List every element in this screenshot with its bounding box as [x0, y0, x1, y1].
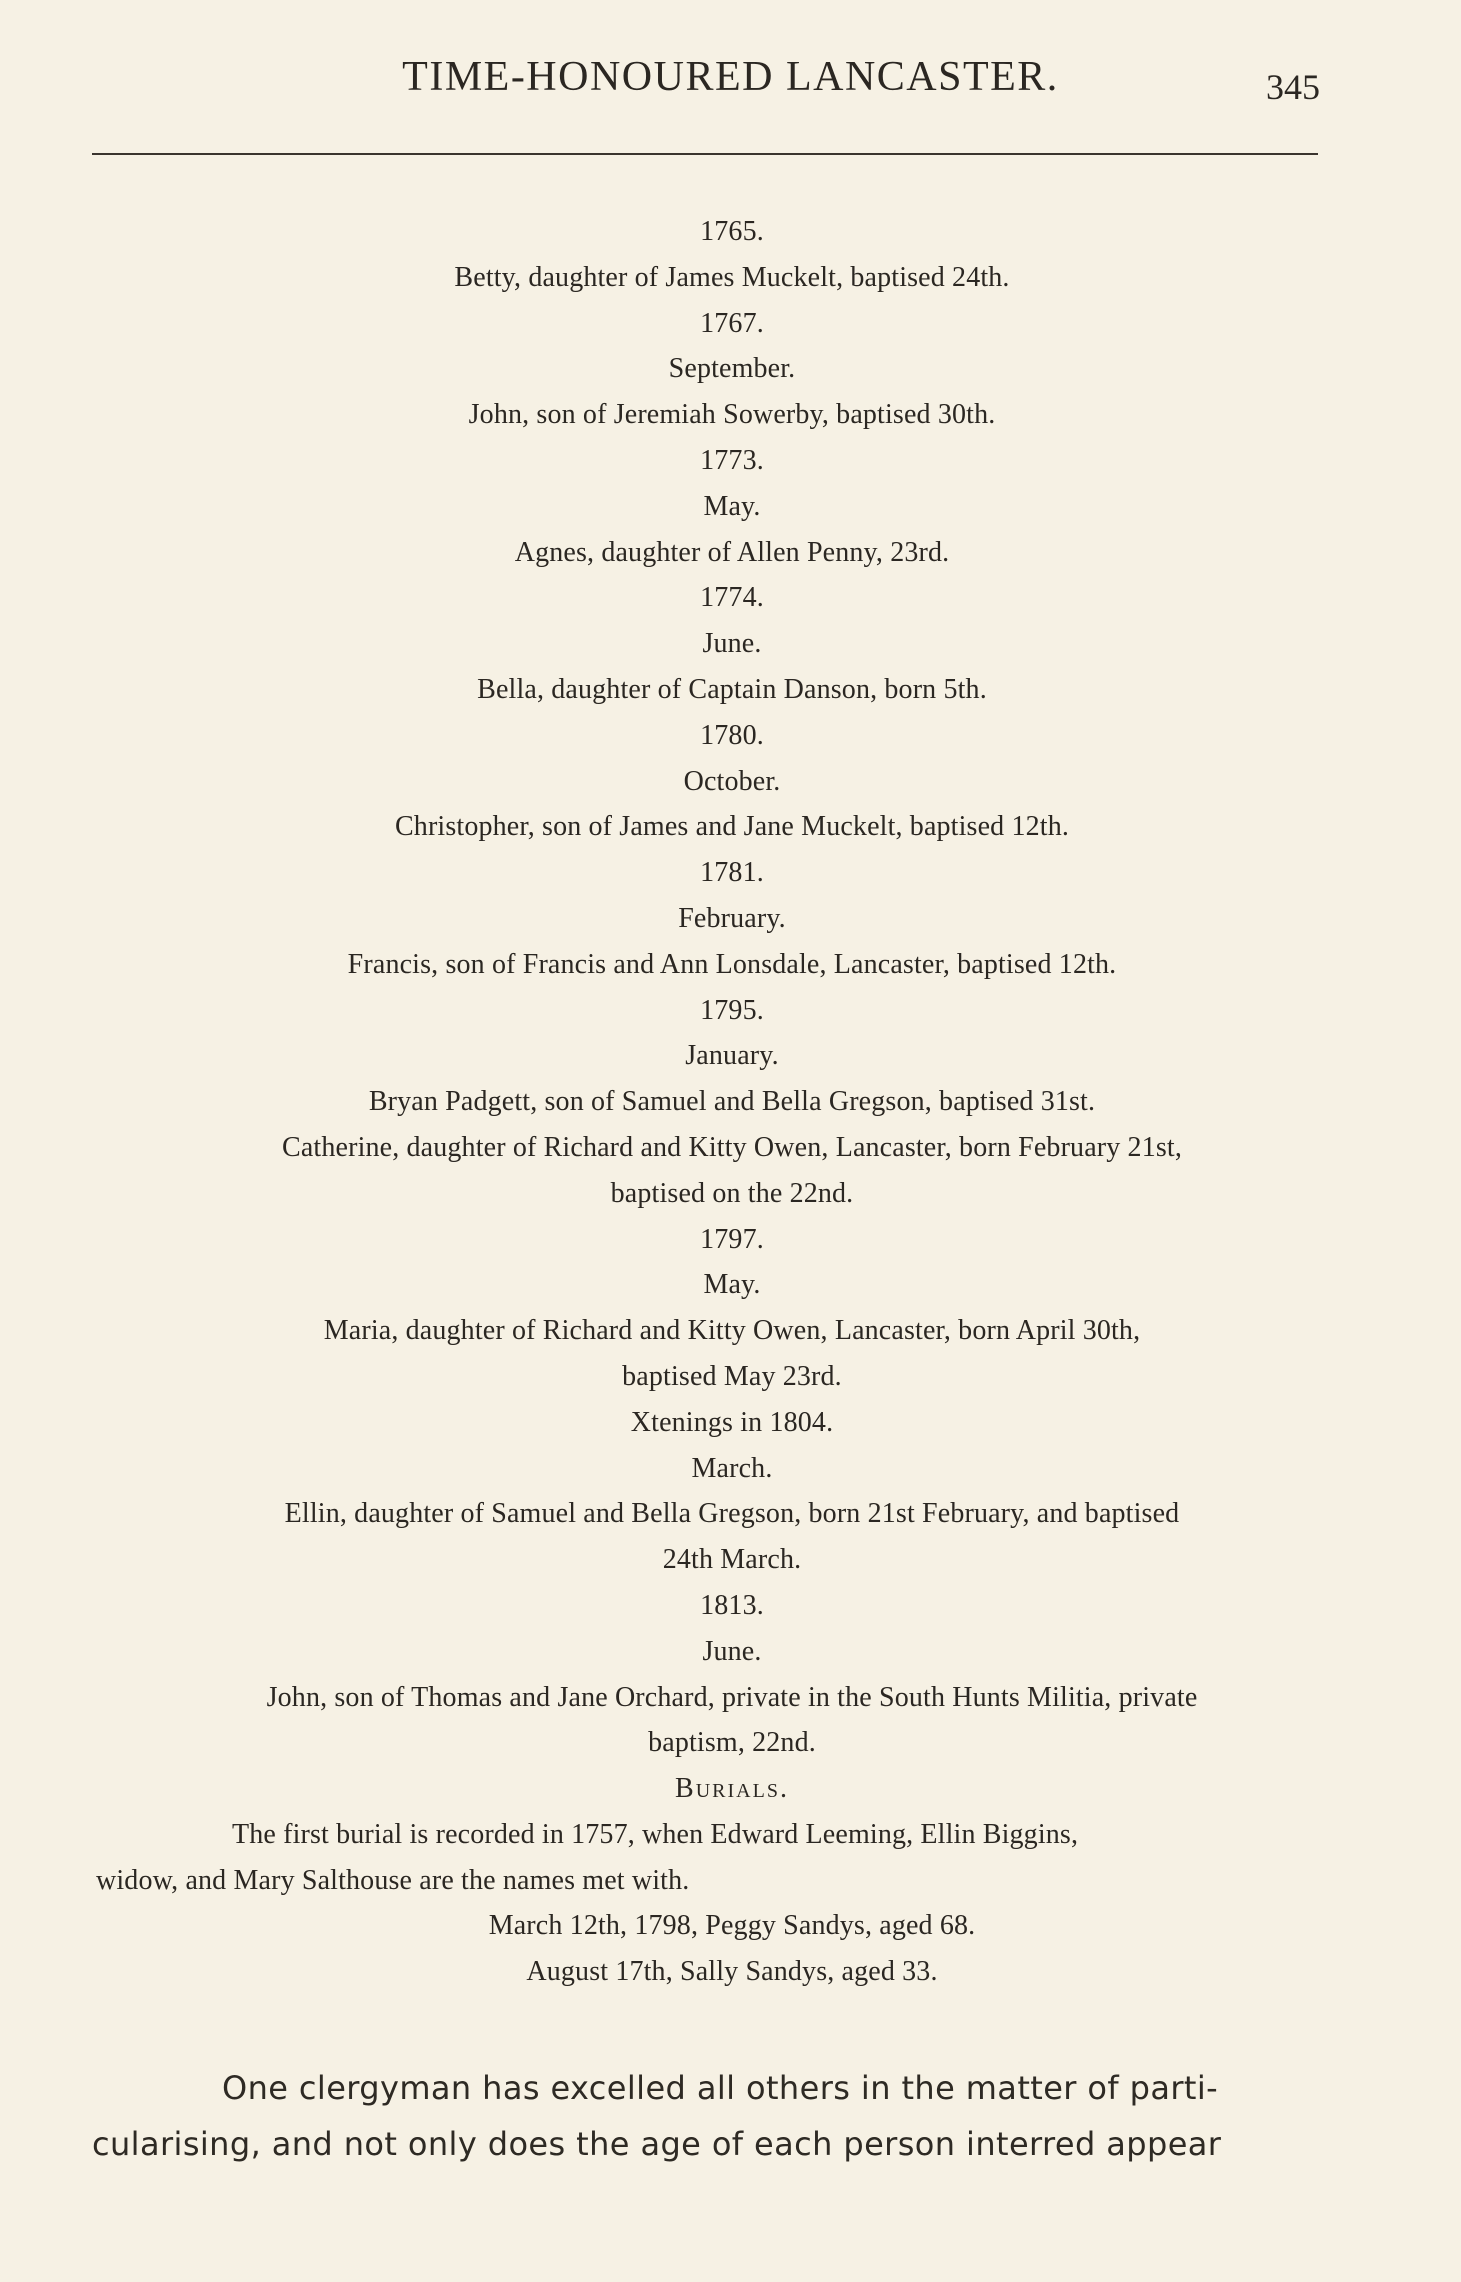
register-entry: Agnes, daughter of Allen Penny, 23rd. — [514, 536, 950, 568]
register-entry: baptised on the 22nd. — [610, 1177, 854, 1209]
register-entry: January. — [685, 1040, 779, 1072]
register-entry: March 12th, 1798, Peggy Sandys, aged 68. — [488, 1910, 976, 1942]
register-entry: John, son of Thomas and Jane Orchard, private in the South Hunts Militia, private — [266, 1681, 1198, 1713]
register-entry: 1797. — [700, 1223, 764, 1255]
section-heading-burials: Burials. — [675, 1773, 789, 1805]
register-entry: Christopher, son of James and Jane Muckelt, baptised 12th. — [394, 811, 1069, 843]
register-entry: 1765. — [700, 216, 764, 247]
register-entry: baptised May 23rd. — [622, 1360, 842, 1392]
register-entry: 1774. — [700, 582, 764, 614]
register-entry: 1780. — [700, 719, 764, 751]
register-entry: baptism, 22nd. — [648, 1727, 816, 1759]
header-rule — [92, 153, 1318, 155]
register-entry: 1781. — [700, 857, 764, 889]
page-number: 345 — [1266, 67, 1320, 107]
register-entry: August 17th, Sally Sandys, aged 33. — [526, 1956, 938, 1988]
register-entry: Betty, daughter of James Muckelt, baptised 24th. — [454, 261, 1010, 293]
register-entry: The first burial is recorded in 1757, when Edward Leeming, Ellin Biggins, — [232, 1818, 1079, 1850]
register-entry: Francis, son of Francis and Ann Lonsdale, Lancaster, baptised 12th. — [347, 948, 1117, 980]
baptism-burial-register — [92, 209, 1372, 1995]
register-entry: John, son of Jeremiah Sowerby, baptised 30th. — [468, 399, 996, 431]
register-entry: June. — [702, 628, 762, 660]
body-line: cularising, and not only does the age of each person interred appear — [92, 2125, 1222, 2163]
register-entry: May. — [703, 490, 761, 522]
register-entry: Ellin, daughter of Samuel and Bella Gregson, born 21st February, and baptised — [284, 1498, 1180, 1530]
register-entry: June. — [702, 1635, 762, 1667]
register-entry: widow, and Mary Salthouse are the names met with. — [96, 1864, 690, 1896]
register-entry: February. — [678, 902, 786, 934]
register-entry: May. — [703, 1269, 761, 1301]
register-entry: 1767. — [700, 307, 764, 339]
register-entry: 24th March. — [662, 1544, 802, 1576]
register-entry: Bella, daughter of Captain Danson, born 5th. — [477, 673, 987, 705]
register-entry: Catherine, daughter of Richard and Kitty Owen, Lancaster, born February 21st, — [282, 1131, 1182, 1163]
body-paragraph — [92, 2060, 1372, 2172]
register-entry: Maria, daughter of Richard and Kitty Owen, Lancaster, born April 30th, — [323, 1315, 1141, 1347]
register-entry: 1773. — [700, 444, 764, 476]
register-entry: October. — [683, 765, 781, 797]
body-line: One clergyman has excelled all others in the matter of parti- — [222, 2069, 1219, 2107]
register-entry: 1795. — [700, 994, 764, 1026]
register-entry: September. — [668, 353, 796, 385]
page-header — [0, 0, 1461, 160]
register-entry: March. — [691, 1452, 773, 1484]
running-title: TIME-HONOURED LANCASTER. — [402, 54, 1059, 100]
register-entry: Xtenings in 1804. — [630, 1406, 834, 1438]
register-entry: Bryan Padgett, son of Samuel and Bella Gregson, baptised 31st. — [368, 1086, 1096, 1118]
register-entry: 1813. — [700, 1589, 764, 1621]
